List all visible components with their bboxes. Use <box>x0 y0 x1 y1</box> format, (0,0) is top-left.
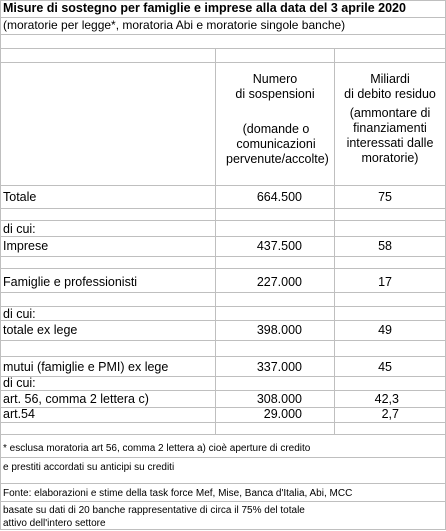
row-value-sospensioni: 29.000 <box>263 407 302 421</box>
grid-row <box>0 390 446 391</box>
row-value-sospensioni: 437.500 <box>256 239 302 253</box>
row-value-debito: 75 <box>378 190 392 204</box>
col-header-debito-note: (ammontare di finanziamenti interessati dalle moratorie) <box>346 106 434 165</box>
grid-row <box>0 376 446 377</box>
row-label: art. 56, comma 2 lettera c) <box>3 392 149 406</box>
grid-row <box>0 320 446 321</box>
table-subtitle: (moratorie per legge*, moratoria Abi e moratorie singole banche) <box>3 18 346 32</box>
row-label: di cui: <box>3 376 36 390</box>
row-label: di cui: <box>3 307 36 321</box>
footnote: * esclusa moratoria art 56, comma 2 lettera a) cioè aperture di credito <box>3 443 311 454</box>
row-label: di cui: <box>3 222 36 236</box>
source-note: attivo dell'intero settore <box>3 518 106 529</box>
row-label: totale ex lege <box>3 323 78 337</box>
grid-row <box>0 185 446 186</box>
row-label: Famiglie e professionisti <box>3 275 138 289</box>
row-value-debito: 45 <box>378 360 392 374</box>
row-label: Totale <box>3 190 37 204</box>
grid-row <box>0 306 446 307</box>
source-note: basate su dati di 20 banche rappresentative di circa il 75% del totale <box>3 505 305 516</box>
grid-row <box>0 434 446 435</box>
grid-col-0 <box>0 0 1 530</box>
col-header-debito-line2: di debito residuo <box>344 87 436 101</box>
grid-row <box>0 340 446 341</box>
grid-row <box>0 422 446 423</box>
col-header-sospensioni-note: (domande o comunicazioni pervenute/accolte) <box>226 122 329 166</box>
row-value-debito: 17 <box>378 275 392 289</box>
row-value-sospensioni: 664.500 <box>256 190 302 204</box>
row-value-sospensioni: 227.000 <box>256 275 302 289</box>
grid-row <box>0 256 446 257</box>
grid-row <box>0 208 446 209</box>
row-value-sospensioni: 337.000 <box>256 360 302 374</box>
row-label: Imprese <box>3 239 49 253</box>
col-header-sospensioni-line2: di sospensioni <box>235 87 315 101</box>
source-note: Fonte: elaborazioni e stime della task force Mef, Mise, Banca d'Italia, Abi, MCC <box>3 488 353 499</box>
col-header-sospensioni-line1: Numero <box>252 72 298 86</box>
grid-row <box>0 62 446 63</box>
grid-row <box>0 356 446 357</box>
grid-row <box>0 34 446 35</box>
footnote: e prestiti accordati su anticipi su crediti <box>3 462 175 473</box>
row-value-sospensioni: 398.000 <box>256 323 302 337</box>
row-value-debito: 49 <box>378 323 392 337</box>
grid-row <box>0 236 446 237</box>
table-title: Misure di sostegno per famiglie e imprese alla data del 3 aprile 2020 <box>3 1 406 15</box>
row-value-debito: 42,3 <box>374 392 399 406</box>
grid-row <box>0 483 446 484</box>
col-header-debito-line1: Miliardi <box>370 72 410 86</box>
row-value-sospensioni: 308.000 <box>256 392 302 406</box>
row-value-debito: 2,7 <box>381 407 399 421</box>
row-label: mutui (famiglie e PMI) ex lege <box>3 360 169 374</box>
row-value-debito: 58 <box>378 239 392 253</box>
grid-row <box>0 457 446 458</box>
grid-row <box>0 501 446 502</box>
grid-row <box>0 48 446 49</box>
grid-row <box>0 220 446 221</box>
grid-row <box>0 292 446 293</box>
row-label: art.54 <box>3 407 35 421</box>
grid-row <box>0 268 446 269</box>
